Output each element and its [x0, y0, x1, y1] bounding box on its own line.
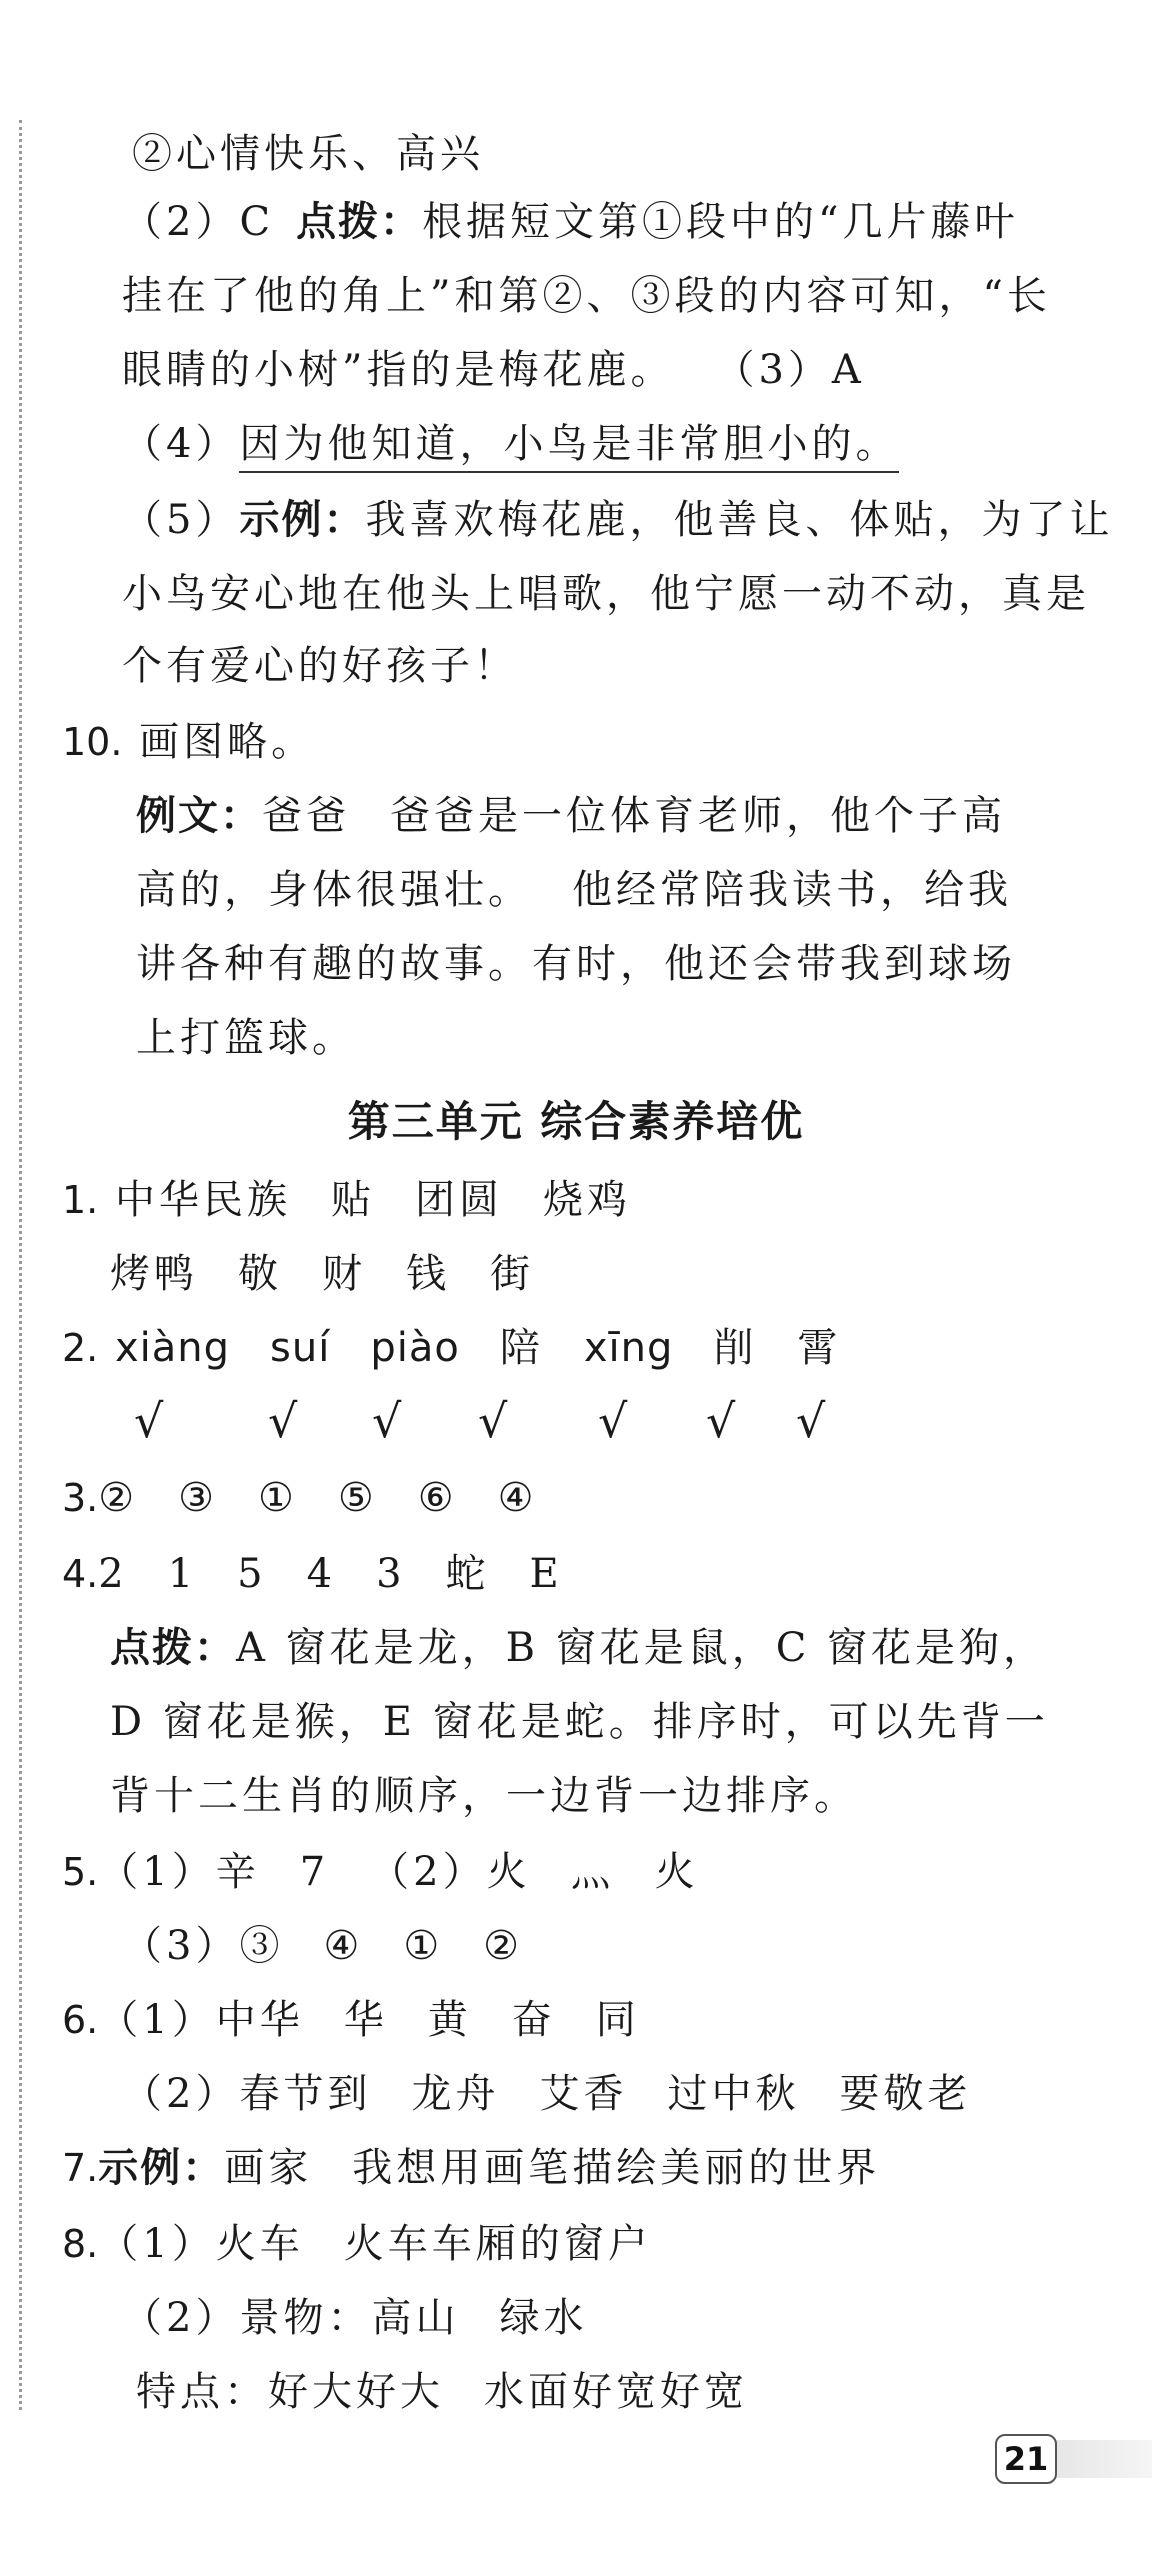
question-6: 6.（1）中华 华 黄 奋 同 [62, 1997, 640, 2043]
question-8-line-3: 特点：好大好大 水面好宽好宽 [136, 2369, 748, 2415]
question-1-line-2: 烤鸭 敬 财 钱 街 [110, 1251, 534, 1297]
question-6-line-2: （2）春节到 龙舟 艾香 过中秋 要敬老 [122, 2071, 972, 2117]
answer-line: 小鸟安心地在他头上唱歌，他宁愿一动不动，真是 [122, 571, 1090, 617]
question-2: 2. xiàng suí piào 陪 xīng 削 霄 [62, 1325, 842, 1371]
answer-line: 高的，身体很强壮。 他经常陪我读书，给我 [136, 867, 1012, 913]
tip-label: 点拨： [296, 199, 423, 245]
check-mark: √ [796, 1394, 826, 1448]
answer-line: 眼睛的小树”指的是梅花鹿。 （3）A [122, 347, 865, 393]
check-mark: √ [478, 1394, 508, 1448]
answer-line: 例文：爸爸 爸爸是一位体育老师，他个子高 [136, 793, 1006, 839]
answer-line: 讲各种有趣的故事。有时，他还会带我到球场 [136, 941, 1016, 987]
answer-line: （2）C 点拨：根据短文第①段中的“几片藤叶 [122, 199, 1019, 245]
question-8-line-2: （2）景物：高山 绿水 [122, 2295, 588, 2341]
section-heading: 第三单元 综合素养培优 [347, 1097, 805, 1146]
check-mark: √ [372, 1394, 402, 1448]
example-label: 示例： [98, 2145, 225, 2191]
answer-line: 上打篮球。 [136, 1015, 356, 1061]
example-label: 例文： [136, 793, 262, 839]
question-4: 4.2 1 5 4 3 蛇 E [62, 1551, 563, 1597]
answer-line: （4）因为他知道，小鸟是非常胆小的。 [122, 418, 899, 470]
question-4-tip: D 窗花是猴，E 窗花是蛇。排序时，可以先背一 [110, 1699, 1049, 1745]
answer-line: ②心情快乐、高兴 [132, 131, 484, 177]
page-number: 21 [995, 2434, 1057, 2484]
question-8: 8.（1）火车 火车车厢的窗户 [62, 2221, 652, 2267]
question-1: 1. 中华民族 贴 团圆 烧鸡 [62, 1177, 631, 1223]
answer-line: （5）示例：我喜欢梅花鹿，他善良、体贴，为了让 [122, 497, 1114, 543]
question-5-line-2: （3）③ ④ ① ② [122, 1923, 524, 1969]
underlined-answer: 因为他知道，小鸟是非常胆小的。 [239, 421, 899, 473]
question-7: 7.示例：画家 我想用画笔描绘美丽的世界 [62, 2145, 881, 2191]
check-mark: √ [134, 1394, 164, 1448]
check-mark: √ [268, 1394, 298, 1448]
answer-line: 挂在了他的角上”和第②、③段的内容可知，“长 [122, 273, 1051, 319]
check-mark: √ [706, 1394, 736, 1448]
answer-line: 10. 画图略。 [62, 719, 316, 765]
question-4-tip: 背十二生肖的顺序，一边背一边排序。 [110, 1773, 858, 1819]
binding-dotted-line [19, 120, 22, 2410]
question-5: 5.（1）辛 7 （2）火 灬 火 [62, 1849, 699, 1895]
check-mark: √ [598, 1394, 628, 1448]
tip-label: 点拨： [110, 1625, 236, 1671]
answer-line: 个有爱心的好孩子！ [122, 643, 518, 689]
question-4-tip: 点拨：A 窗花是龙，B 窗花是鼠，C 窗花是狗， [110, 1625, 1048, 1671]
question-3: 3.② ③ ① ⑤ ⑥ ④ [62, 1475, 538, 1521]
example-label: 示例： [239, 497, 366, 543]
